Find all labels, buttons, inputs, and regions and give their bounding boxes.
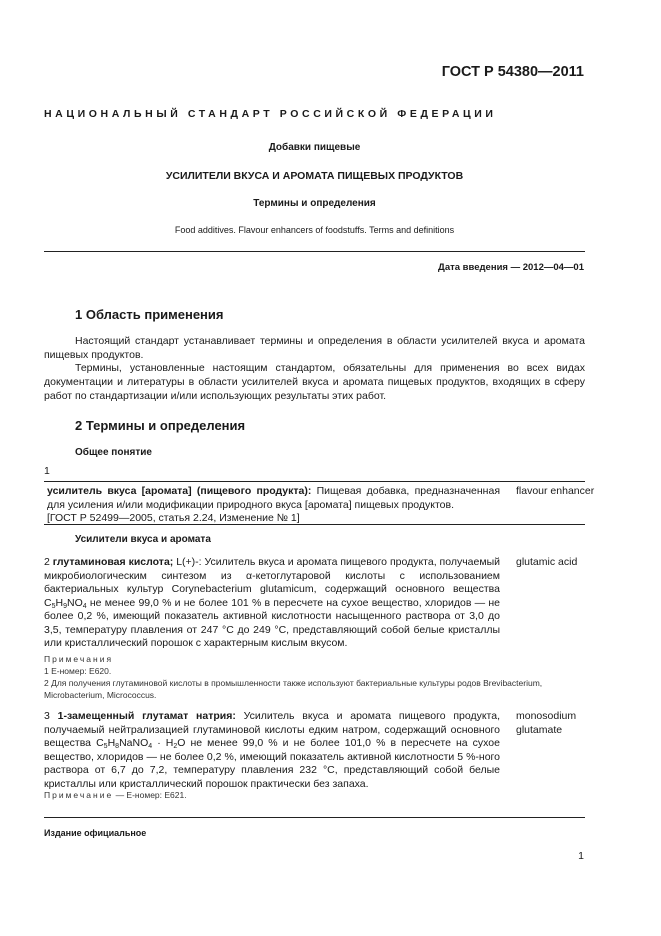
term-2-definition	[44, 556, 500, 651]
term-2-number: 2	[44, 556, 53, 568]
title-subtitle: Термины и определения	[253, 198, 376, 209]
term-3-note	[44, 789, 585, 801]
term-2-notes-heading: Примечания	[44, 654, 114, 664]
term-2-english: glutamic acid	[516, 556, 578, 568]
term-2-note-1: 1 Е-номер: Е620.	[44, 666, 112, 676]
term-1-reference: [ГОСТ Р 52499—2005, статья 2.24, Изменение № 1]	[47, 512, 300, 524]
term-1-text: Пищевая добавка, предназначенная для усиления и/или модификации природного вкуса [аромата] пищевых продуктов.	[47, 485, 501, 511]
term-1-name: усилитель вкуса [аромата] (пищевого продукта):	[47, 485, 312, 497]
group-heading-general: Общее понятие	[75, 447, 152, 458]
term-1-english: flavour enhancer	[516, 485, 595, 497]
bottom-divider	[44, 817, 585, 818]
group-heading-enhancers: Усилители вкуса и аромата	[75, 534, 211, 545]
national-standard-line: НАЦИОНАЛЬНЫЙ СТАНДАРТ РОССИЙСКОЙ ФЕДЕРАЦИИ	[44, 108, 497, 120]
introduction-date: Дата введения — 2012—04—01	[438, 262, 584, 273]
section-1-paragraph-2: Термины, установленные настоящим стандартом, обязательны для применения во всех видах документации и литературы в области усилителей вкуса и аромата пищевых продуктов, входящих в сферу работ по стандартизации и/или использующих результаты этих работ.	[44, 362, 585, 402]
term-3-english: monosodium glutamate	[516, 710, 577, 736]
term-2-notes	[44, 653, 585, 701]
term-3-formula: $C_5H_8NaNO_4 \cdot H_2O$	[96, 737, 186, 750]
term-3-note-label: Примечание	[44, 790, 114, 800]
term-2-name: глутаминовая кислота;	[52, 556, 174, 568]
title-main: УСИЛИТЕЛИ ВКУСА И АРОМАТА ПИЩЕВЫХ ПРОДУКТОВ	[165, 170, 464, 182]
term-3-name: 1-замещенный глутамат натрия:	[57, 710, 236, 722]
section-1-paragraph-1: Настоящий стандарт устанавливает термины и определения в области усилителей вкуса и аромата пищевых продуктов.	[44, 335, 585, 361]
term-3-number: 3	[44, 710, 58, 722]
section-2-heading: 2 Термины и определения	[75, 418, 246, 433]
term-1-definition	[47, 485, 500, 526]
section-1-heading: 1 Область применения	[75, 307, 224, 322]
term-3-text-a: Усилитель вкуса и аромата пищевого продукта, получаемый нейтрализацией глутаминовой кислоты едким натром, содержащий основного вещества	[44, 710, 500, 749]
term-3-note-text: — Е-номер: Е621.	[113, 790, 187, 800]
gost-number: ГОСТ Р 54380—2011	[441, 64, 584, 80]
official-edition-label: Издание официальное	[44, 828, 147, 838]
term-2-formula: $C_5H_9NO_4$	[44, 596, 87, 610]
term-1-number: 1	[44, 465, 50, 477]
term-2-synonym: L(+)-:	[173, 556, 202, 568]
title-category: Добавки пищевые	[268, 142, 361, 153]
term-2-text-a: Усилитель вкуса и аромата пищевого продукта, получаемый микробиологическим синтезом из α-кетоглутаровой кислоты с использованием бактериальных культур Corynebacterium glutamicum, содержащий основного вещества	[44, 556, 500, 595]
page-number: 1	[578, 850, 584, 862]
term-3-text-b: не менее 99,0 % и не более 101,0 % в пересчете на сухое вещество, хлоридов — не более 0,2 %, имеющий показатель активной кислотности 5 %-ного раствора от 6,7 до 7,2, температуру плавления 232 °С, представляющий собой белые кристаллы или кристаллический порошок практически без запаха.	[44, 737, 500, 790]
top-divider	[44, 251, 585, 252]
term-2-note-2: 2 Для получения глутаминовой кислоты в промышленности также используют бактериальные культуры родов Brevibacterium, Microbacterium, Micrococcus.	[44, 678, 543, 700]
term-2-text-b: не менее 99,0 % и не более 101 % в пересчете на сухое вещество, хлоридов — не более 0,2 %, имеющий показатель активной кислотности насыщенного раствора от 3,0 до 3,5, температуру плавления от 247 °С до 249 °С, представляющий собой белые кристаллы или кристаллический порошок с характерным кислым вкусом.	[44, 596, 500, 649]
title-english: Food additives. Flavour enhancers of foodstuffs. Terms and definitions	[174, 225, 455, 235]
term-3-definition	[44, 710, 500, 791]
